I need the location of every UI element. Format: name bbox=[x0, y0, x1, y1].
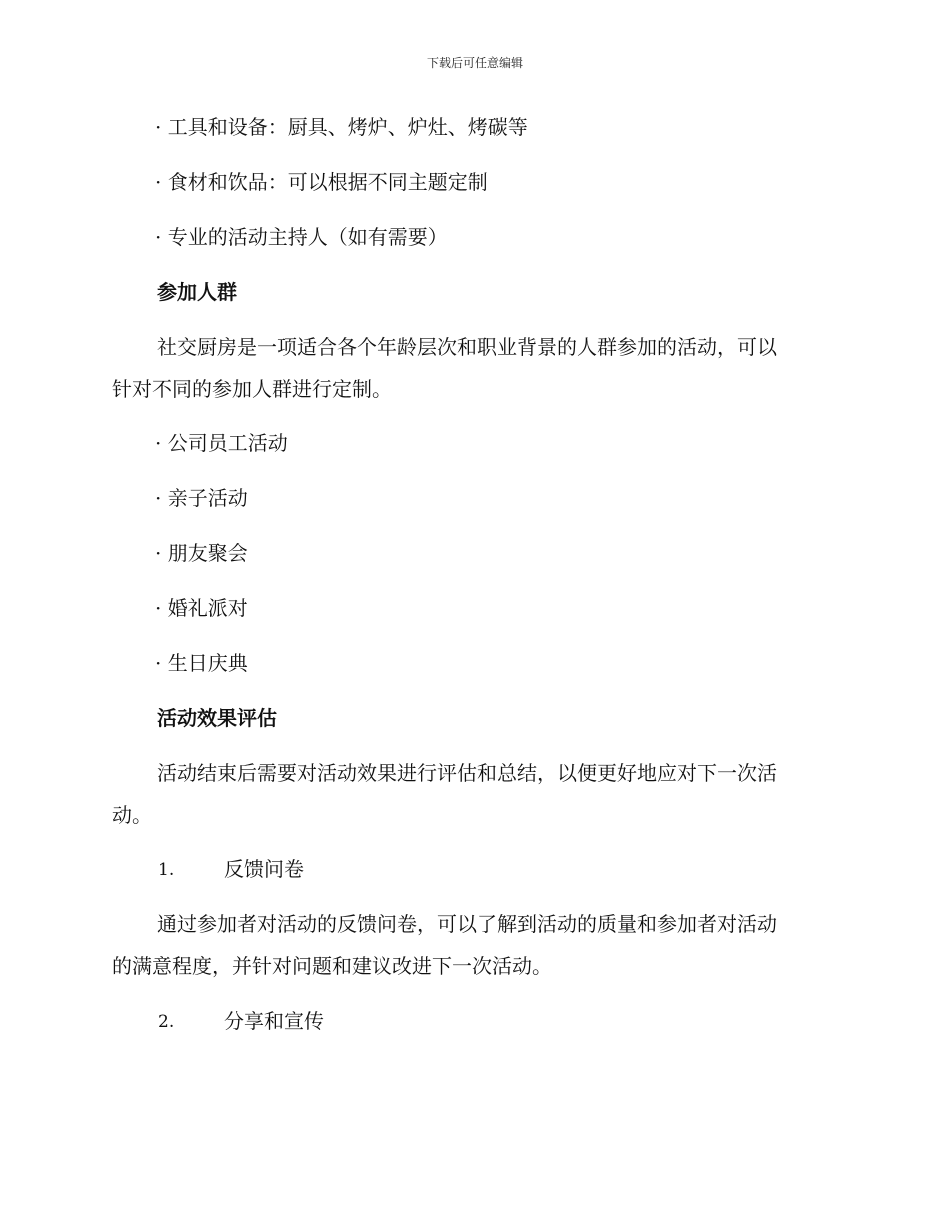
numbered-item-label: 反馈问卷 bbox=[224, 857, 304, 881]
list-item: · 食材和饮品：可以根据不同主题定制 bbox=[155, 170, 488, 194]
page-header: 下载后可任意编辑 bbox=[426, 56, 523, 70]
list-item: · 朋友聚会 bbox=[155, 541, 248, 565]
paragraph-line: 的满意程度，并针对问题和建议改进下一次活动。 bbox=[112, 954, 552, 978]
paragraph-line: 社交厨房是一项适合各个年龄层次和职业背景的人群参加的活动，可以 bbox=[157, 335, 777, 359]
list-number: 1. bbox=[158, 860, 175, 880]
numbered-item-label: 分享和宣传 bbox=[224, 1009, 324, 1033]
paragraph-line: 动。 bbox=[112, 803, 152, 827]
section-heading-participants: 参加人群 bbox=[157, 280, 237, 304]
list-item: · 婚礼派对 bbox=[155, 596, 248, 620]
paragraph-line: 通过参加者对活动的反馈问卷，可以了解到活动的质量和参加者对活动 bbox=[157, 912, 777, 936]
paragraph-line: 针对不同的参加人群进行定制。 bbox=[112, 377, 392, 401]
list-item: · 工具和设备：厨具、烤炉、炉灶、烤碳等 bbox=[155, 115, 528, 139]
list-item: · 生日庆典 bbox=[155, 651, 248, 675]
list-number: 2. bbox=[158, 1012, 175, 1032]
list-item: · 公司员工活动 bbox=[155, 431, 288, 455]
paragraph-line: 活动结束后需要对活动效果进行评估和总结，以便更好地应对下一次活 bbox=[157, 761, 777, 785]
section-heading-evaluation: 活动效果评估 bbox=[157, 706, 277, 730]
list-item: · 专业的活动主持人（如有需要） bbox=[155, 225, 448, 249]
list-item: · 亲子活动 bbox=[155, 486, 248, 510]
